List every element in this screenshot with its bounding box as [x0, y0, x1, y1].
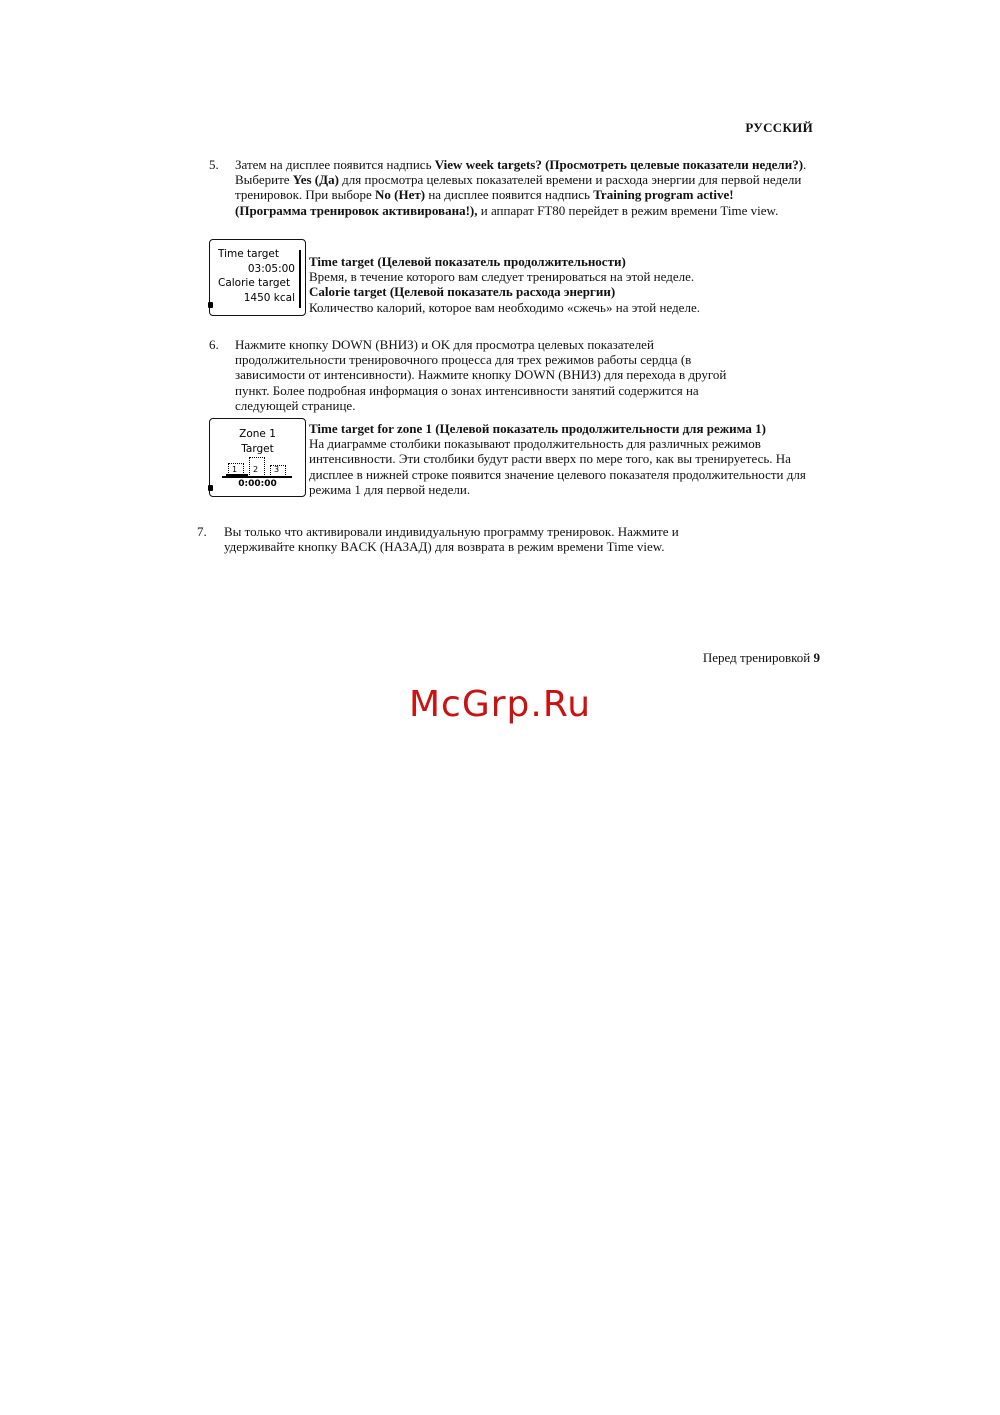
display-1-side-bar — [299, 250, 301, 308]
desc-1-text-1: Время, в течение которого вам следует тренироваться на этой неделе. — [309, 269, 695, 285]
desc-1-title-2: Calorie target (Целевой показатель расхода энергии) — [309, 284, 616, 300]
zone-3-label: 3 — [274, 465, 280, 474]
display-2-line-2: Target — [241, 443, 274, 455]
display-1-line-2: 03:05:00 — [247, 263, 295, 275]
watermark-logo: McGrp.Ru — [408, 684, 592, 725]
display-1-description — [309, 254, 829, 315]
item-6-number: 6. — [209, 337, 219, 352]
desc-2-text: На диаграмме столбики показывают продолжительность для различных режимов интенсивности. Эти столбики будут расти вверх по мере того, как вы тренируетесь. На дисплее в нижней строке появится значение целевого показателя продолжительности для режима 1 для первой недели. — [309, 436, 806, 497]
item-5-bold-3: No (Нет) — [375, 187, 426, 203]
zone-2-label: 2 — [253, 465, 259, 474]
zone-1-selected-marker — [226, 474, 248, 478]
zone-1-label: 1 — [232, 465, 238, 474]
item-7-paragraph: Вы только что активировали индивидуальную программу тренировок. Нажмите и удерживайте кнопку BACK (НАЗАД) для возврата в режим времени Time view. — [224, 524, 679, 555]
item-5-text-4: на дисплее появится надпись — [425, 187, 594, 203]
item-5-number: 5. — [209, 157, 219, 172]
display-2-description — [309, 421, 829, 497]
item-5-bold-2: Yes (Да) — [292, 172, 339, 188]
display-2-line-1: Zone 1 — [239, 428, 276, 440]
display-1-line-1: Time target — [218, 248, 279, 260]
item-5-text-1: Затем на дисплее появится надпись — [235, 157, 435, 172]
page-number: 9 — [813, 650, 820, 665]
display-2-indicator-dot — [208, 485, 213, 491]
item-7-number: 7. — [197, 524, 207, 539]
display-1-line-4: 1450 kcal — [243, 292, 295, 304]
item-5-paragraph — [235, 157, 807, 218]
page-footer — [703, 650, 820, 666]
item-5-text-2: . Выберите — [235, 157, 807, 188]
item-5-text-3: для просмотра целевых показателей времени и расхода энергии для первой недели тренировок. При выборе — [235, 172, 802, 203]
item-6-paragraph: Нажмите кнопку DOWN (ВНИЗ) и OK для просмотра целевых показателей продолжительности тренировочного процесса для трех режимов работы сердца (в зависимости от интенсивности). Нажмите кнопку DOWN (ВНИЗ) для перехода в другой пункт. Более подробная информация о зонах интенсивности занятий содержится на следующей странице. — [235, 337, 727, 413]
display-1-indicator-dot — [208, 302, 213, 308]
display-1-line-3: Calorie target — [218, 277, 291, 289]
item-5-bold-1: View week targets? (Просмотреть целевые показатели недели?) — [434, 157, 804, 172]
item-5-text-5: и аппарат FT80 перейдет в режим времени Time view. — [477, 202, 779, 218]
desc-1-text-2: Количество калорий, которое вам необходимо «сжечь» на этой неделе. — [309, 299, 700, 315]
language-header: РУССКИЙ — [745, 120, 813, 135]
item-5-bold-4: Training program active! (Программа тренировок активирована!), — [235, 187, 734, 218]
display-2-time: 0:00:00 — [238, 479, 277, 489]
footer-section: Перед тренировкой — [702, 650, 811, 665]
watch-display-zone-target — [209, 418, 306, 497]
watch-display-time-calorie — [209, 239, 306, 316]
desc-1-title-1: Time target (Целевой показатель продолжительности) — [309, 254, 626, 269]
desc-2-title: Time target for zone 1 (Целевой показатель продолжительности для режима 1) — [309, 421, 767, 436]
